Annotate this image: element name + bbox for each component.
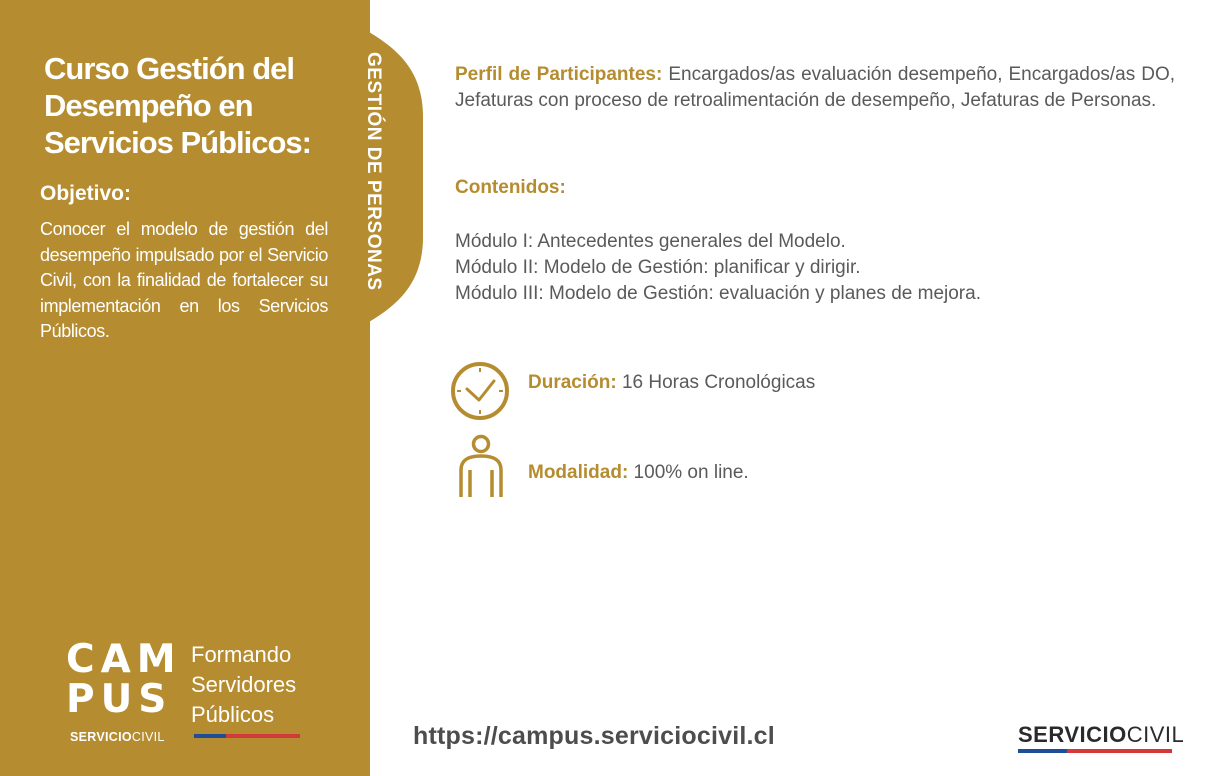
profile-section bbox=[455, 62, 1175, 114]
profile-label: Perfil de Participantes: bbox=[455, 64, 663, 85]
campus-sub-light: CIVIL bbox=[131, 730, 165, 744]
duration-line bbox=[528, 372, 815, 394]
profile-text: Encargados/as evaluación desempeño, Encargados/as DO, Jefaturas con proceso de retroalimentación de desempeño, Jefaturas de Personas. bbox=[455, 64, 1176, 111]
person-icon bbox=[456, 434, 506, 498]
profile-paragraph bbox=[455, 62, 1175, 114]
modality-label: Modalidad: bbox=[528, 462, 629, 483]
duration-label: Duración: bbox=[528, 372, 617, 393]
campus-logo-line1: CAM bbox=[66, 637, 182, 682]
clock-icon bbox=[449, 360, 511, 422]
tagline-line: Públicos bbox=[191, 702, 275, 727]
objective-text: Conocer el modelo de gestión del desempeño impulsado por el Servicio Civil, con la finalidad de fortalecer su implementación en los Servicios Públicos. bbox=[40, 219, 328, 341]
modules-list bbox=[455, 229, 981, 307]
campus-logo-sub bbox=[70, 730, 165, 744]
campus-logo-line2: PUS bbox=[66, 677, 173, 722]
servicio-civil-logo bbox=[1018, 722, 1185, 758]
campus-flag-bar bbox=[194, 734, 300, 738]
brand-light: CIVIL bbox=[1126, 722, 1185, 747]
duration-value: 16 Horas Cronológicas bbox=[616, 372, 816, 393]
servicio-civil-flag-bar bbox=[1018, 749, 1172, 753]
tagline-line: Servidores bbox=[191, 672, 297, 697]
module-item: Módulo I: Antecedentes generales del Modelo. bbox=[455, 231, 846, 252]
brand-bold: SERVICIO bbox=[1018, 722, 1127, 747]
modality-value: 100% on line. bbox=[628, 462, 749, 483]
module-item: Módulo III: Modelo de Gestión: evaluación y planes de mejora. bbox=[455, 283, 981, 304]
vertical-tab-label: GESTIÓN DE PERSONAS bbox=[363, 52, 384, 291]
campus-url-link[interactable]: https://campus.serviciocivil.cl bbox=[413, 722, 775, 750]
modality-line bbox=[528, 462, 749, 484]
tagline-line: Formando bbox=[191, 642, 292, 667]
objective-heading: Objetivo: bbox=[40, 182, 132, 205]
campus-logo-letters bbox=[66, 637, 182, 722]
module-item: Módulo II: Modelo de Gestión: planificar y dirigir. bbox=[455, 257, 861, 278]
campus-tagline bbox=[191, 640, 321, 730]
servicio-civil-wordmark bbox=[1018, 722, 1185, 748]
campus-sub-bold: SERVICIO bbox=[70, 730, 132, 744]
contents-heading: Contenidos: bbox=[455, 177, 566, 198]
course-title: Curso Gestión del Desempeño en Servicios Públicos: bbox=[44, 51, 311, 160]
campus-logo bbox=[66, 637, 306, 750]
